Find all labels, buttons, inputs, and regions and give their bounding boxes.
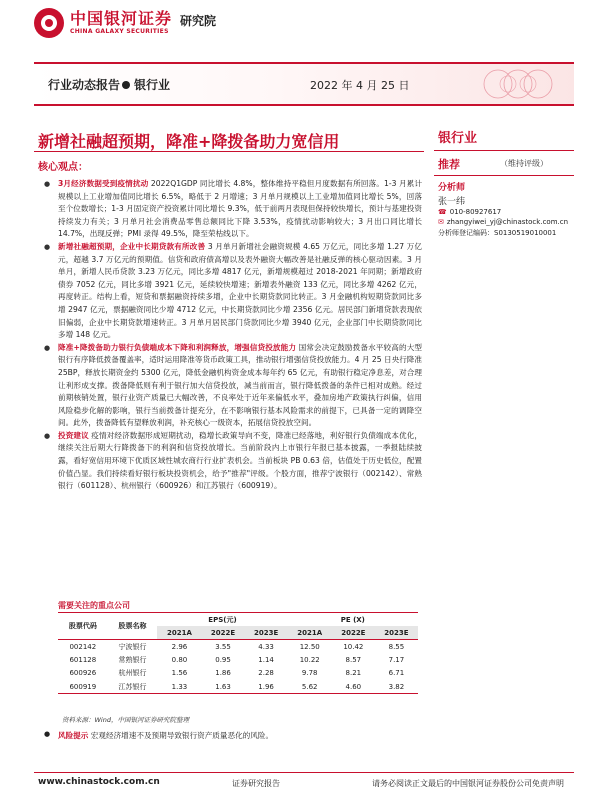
footer-disclaimer: 请务必阅读正文最后的中国银河证券股份公司免责声明 — [372, 779, 564, 788]
cell-value: 12.50 — [299, 642, 320, 651]
galaxy-logo-icon — [34, 8, 64, 38]
cell-value: 7.17 — [388, 655, 405, 664]
cell-value: 9.78 — [301, 669, 318, 678]
cell-code: 600919 — [58, 680, 108, 694]
point-highlight: 降准+降拨备助力银行负债端成本下降和利润释放，增强信贷投放能力 — [58, 342, 297, 352]
cell-name: 江苏银行 — [108, 680, 158, 694]
core-viewpoints-list — [38, 178, 422, 493]
rating-note: （维持评级） — [500, 159, 548, 168]
col-header-year: 2022E — [332, 626, 375, 640]
cell-value: 1.56 — [171, 669, 188, 678]
cell-name: 宁波银行 — [118, 642, 147, 651]
cell-code: 002142 — [69, 642, 97, 651]
cell-value: 1.33 — [157, 680, 201, 694]
point-text: 3 月单月新增社会融资规模 4.65 万亿元，同比多增 1.27 万亿元，超越 3.7 万亿元的预期值。信贷和政府债高增以及表外融资大幅改善是社融反弹的核心驱动因素。3 月单月，新增人民币贷款 3.23 万亿元，同比多增 4817 亿元，新增规模超过 2018-2021 年同期；新增政府债券 7052 亿元，同比多增 3921 亿元，延续较快增速；新增表外融资 133 亿元，同比多增 4262 亿元，再度转正。结构上看，短贷和票据融资持续多增，企业中长期贷款同比转正。3 月金融机构短期贷款同比多增 2947 亿元，票据融资同比少增 4712 亿元，中长期贷款同比少增 2356 亿元。居民部门新增贷款表现依旧偏弱，企业中长期贷款增速转正。3 月单月居民部门贷款同比少增 3940 亿元，企业部门中长期贷款同比多增 148 亿元。 — [58, 241, 422, 340]
risk-text: 宏观经济增速不及预期导致银行资产质量恶化的风险。 — [88, 731, 274, 740]
point-text: 2022Q1GDP 同比增长 4.8%，整体维持平稳但月度数据有所回落。1-3 月累计规模以上工业增加值同比增长 6.5%，略低于 2 月增速；3 月单月规模以上工业增加值同比增长 5%，回落至个位数增长；1-3 月固定资产投资累计同比增长 9.3%，低于前两月表现但保持较快增长，预计与基建投资持续发力有关；3 月单月社会消费品零售总额同比下降 3.53%，疫情扰动影响较大；3 月出口同比增长 14.7%，出现反弹；PMI 录得 49.5%，降至荣枯线以下。 — [58, 179, 422, 239]
header-industry: 银行业 — [134, 78, 171, 92]
cell-value: 4.33 — [258, 642, 274, 651]
sidebar-industry: 银行业 — [438, 131, 478, 146]
institute-label: 研究院 — [180, 14, 217, 28]
footer-rule — [34, 772, 574, 773]
point-highlight: 3月经济数据受到疫情扰动 — [58, 179, 149, 188]
col-header-year: 2021A — [157, 626, 201, 640]
bullet-icon: ● — [44, 180, 51, 188]
header-bottom-rule — [34, 104, 574, 106]
bullet-icon: ● — [44, 242, 51, 251]
analyst-cert — [438, 228, 556, 238]
col-header-year: 2022E — [202, 626, 245, 640]
col-header-pe: PE (X) — [288, 613, 418, 627]
sidebar-rule — [434, 150, 574, 151]
bullet-icon: ● — [44, 730, 51, 738]
cell-name: 常熟银行 — [118, 655, 147, 664]
phone-text: 010-80927617 — [449, 208, 502, 216]
decorative-pattern-icon — [478, 66, 558, 102]
core-viewpoints-heading: 核心观点： — [38, 162, 88, 173]
cell-code: 601128 — [69, 655, 97, 664]
list-item — [38, 342, 422, 430]
cell-value: 0.80 — [171, 655, 188, 664]
cell-code: 600926 — [69, 669, 97, 678]
table-row — [58, 680, 418, 694]
email-icon: ✉ — [438, 218, 444, 226]
cell-value: 2.96 — [171, 642, 188, 651]
title-rule — [34, 151, 424, 152]
brand-text — [70, 10, 172, 36]
cell-value: 3.82 — [375, 680, 418, 694]
point-highlight: 新增社融超预期，企业中长期贷款有所改善 — [58, 241, 206, 251]
cell-value: 8.21 — [345, 669, 362, 678]
table-row — [58, 667, 418, 681]
brand-name-en: CHINA GALAXY SECURITIES — [70, 28, 169, 35]
list-item — [38, 430, 422, 493]
cell-value: 1.14 — [258, 655, 274, 664]
list-item — [38, 241, 422, 342]
analyst-phone — [438, 208, 501, 216]
col-header-year: 2021A — [288, 626, 332, 640]
analyst-email[interactable] — [438, 218, 568, 226]
cell-value: 10.42 — [343, 642, 364, 651]
cell-value: 8.55 — [388, 642, 405, 651]
cell-value: 1.96 — [245, 680, 288, 694]
cell-value: 5.62 — [288, 680, 332, 694]
bullet-icon: ● — [44, 343, 51, 352]
brand-logo — [34, 6, 216, 40]
report-header-band — [34, 62, 574, 106]
cell-value: 1.63 — [202, 680, 245, 694]
cell-value: 3.55 — [215, 642, 231, 651]
risk-highlight: 风险提示 — [58, 731, 89, 740]
col-header-name: 股票名称 — [108, 613, 158, 640]
report-date: 2022 年 4 月 25 日 — [310, 79, 410, 92]
analyst-heading: 分析师 — [438, 183, 466, 193]
cell-value: 8.57 — [345, 655, 362, 664]
analyst-name: 张一纬 — [438, 197, 466, 207]
report-title: 新增社融超预期，降准+降拨备助力宽信用 — [38, 132, 340, 151]
point-text: 疫情对经济数据形成短期扰动，稳增长政策导向不变，降准已经落地，利好银行负债端成本优化，继续关注后期大行降拨备下的利润和信贷投放增长。当前阶段内上市银行年报已基本披露，一季报陆续披露，看好宽信用环境下优质区域性城农商行行业扩表机会。当前板块 PB 0.63 倍，估值处于历史低位，配置价值凸显。我们持续看好银行板块投资机会，给予"推荐"评级。个股方面，推荐宁波银行（002142）、常熟银行（601128）、杭州银行（600926）和江苏银行（600919）。 — [58, 430, 422, 491]
stock-table-title: 需要关注的重点公司 — [58, 601, 130, 610]
report-type-line — [48, 76, 170, 93]
col-header-eps: EPS(元) — [157, 613, 287, 627]
table-row — [58, 640, 418, 654]
list-item — [38, 178, 422, 241]
cell-value: 0.95 — [215, 655, 231, 664]
col-header-year: 2023E — [245, 626, 288, 640]
point-highlight: 投资建议 — [58, 430, 89, 440]
col-header-year: 2023E — [375, 626, 418, 640]
stock-table — [58, 612, 418, 694]
cell-value: 6.71 — [388, 669, 405, 678]
table-header-row — [58, 613, 418, 627]
cell-value: 2.28 — [258, 669, 274, 678]
sidebar-rule — [434, 175, 574, 176]
header-top-rule — [34, 62, 574, 64]
cert-text: 分析师登记编码：S0130519010001 — [438, 229, 557, 237]
table-source-note: 资料来源：Wind，中国银河证券研究院整理 — [62, 716, 189, 724]
cell-value: 4.60 — [332, 680, 375, 694]
table-row — [58, 653, 418, 667]
dot-separator-icon — [122, 81, 130, 89]
report-type: 行业动态报告 — [48, 78, 121, 92]
footer-report-type: 证券研究报告 — [232, 779, 280, 788]
email-text[interactable]: zhangyiwei_yj@chinastock.com.cn — [446, 218, 569, 226]
footer-website-link[interactable]: www.chinastock.com.cn — [38, 777, 160, 787]
brand-name-cn: 中国银河证券 — [70, 9, 173, 28]
cell-value: 10.22 — [299, 655, 320, 664]
cell-value: 1.86 — [215, 669, 231, 678]
cell-name: 杭州银行 — [118, 669, 147, 678]
risk-warning — [38, 730, 422, 741]
point-text: 国常会决定鼓励拨备水平较高的大型银行有序降低拨备覆盖率，适时运用降准等货币政策工具，推动银行增强信贷投放能力。4 月 25 日央行降准 25BP，释放长期资金约 5300 亿元，降低金融机构资金成本每年约 65 亿元，有助银行稳定净息差，对合理让利形成支撑。拨备降低则有利于银行加大信贷投放，减当前而言，银行降低拨备的条件已相对成熟。经过前期核销处置，银行业资产质量已大幅改善，不良率处于近年来偏低水平，叠加房地产政策执行纠偏，信用风险稳步化解的影响，银行当前拨备计提充分，在不影响银行基本风险需求的前提下，已具备一定的调降空间。此外，拨备降低有望释放利润，补充核心一级资本，拓展信贷投放空间。 — [58, 342, 423, 428]
col-header-code: 股票代码 — [58, 613, 108, 640]
rating-label: 推荐 — [438, 158, 460, 171]
phone-icon: ☎ — [438, 208, 447, 216]
bullet-icon: ● — [44, 431, 51, 440]
